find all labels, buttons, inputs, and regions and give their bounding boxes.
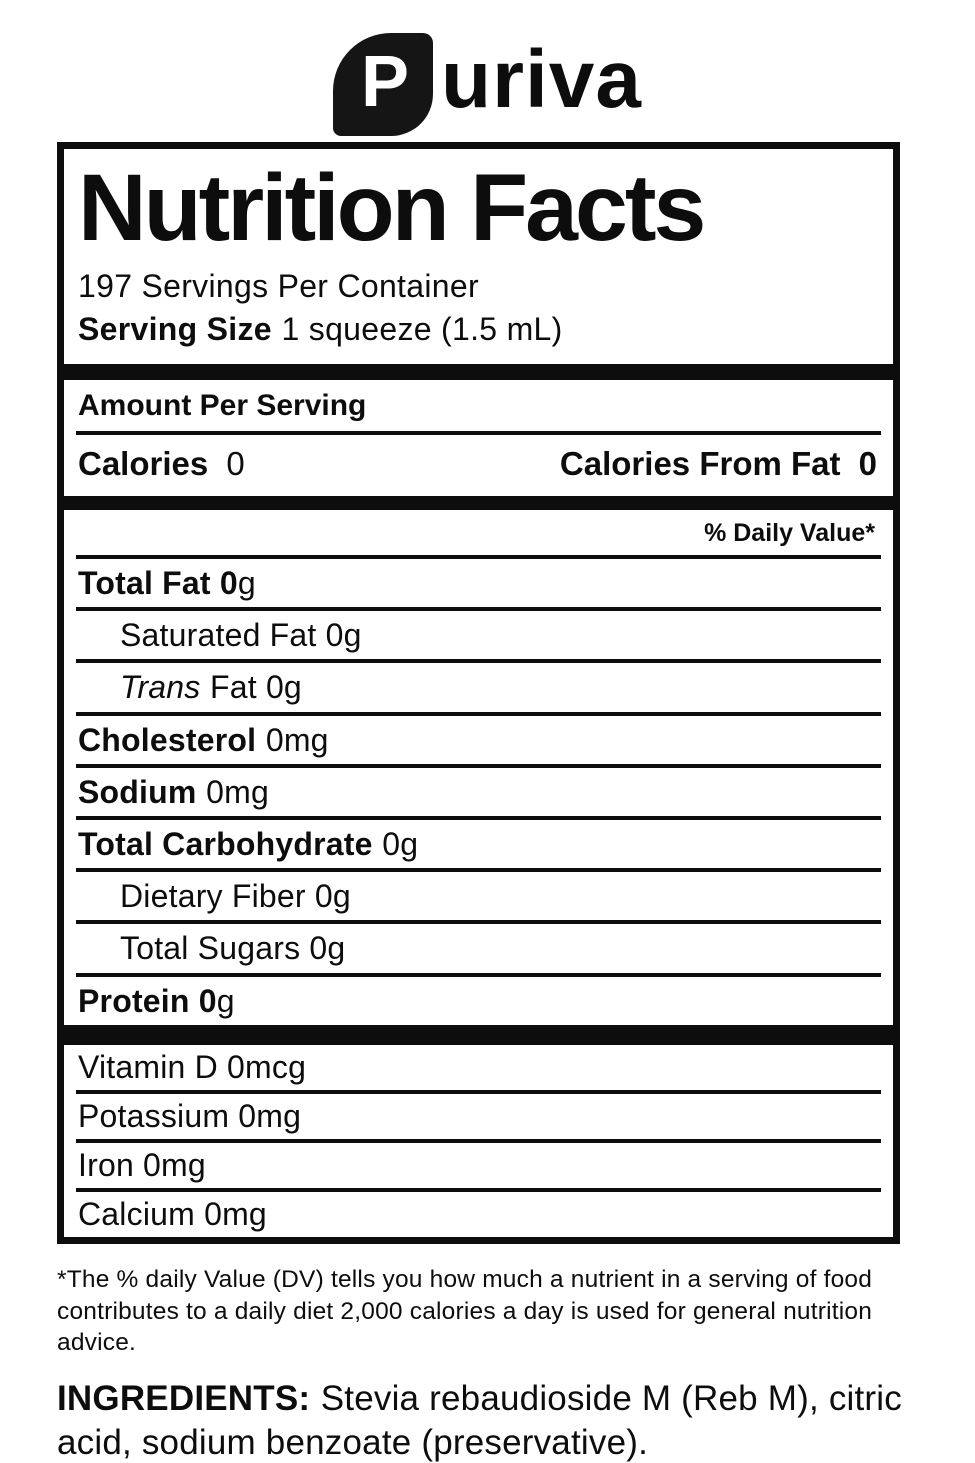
calories-label: Calories <box>78 445 209 482</box>
nutrient-row-trans-fat <box>64 663 893 711</box>
nutrient-row-total-sugars <box>64 924 893 972</box>
logo-letter: P <box>360 42 410 122</box>
nutrient-unit: g <box>216 982 235 1019</box>
nutrient-row-dietary-fiber <box>64 872 893 920</box>
nutrient-label: Saturated Fat 0g <box>120 617 362 654</box>
micronutrient-row-calcium: Calcium 0mg <box>78 1196 267 1233</box>
nutrient-label: Fat 0g <box>210 669 302 706</box>
serving-size-value: 1 squeeze (1.5 mL) <box>281 311 563 347</box>
thick-divider-calories <box>64 496 893 510</box>
nutrient-label: Dietary Fiber 0g <box>120 878 351 915</box>
serving-size-label: Serving Size <box>78 311 272 347</box>
nutrient-row-sodium <box>64 768 893 816</box>
nutrient-row-protein <box>64 977 893 1025</box>
servings-per-container: 197 Servings Per Container <box>78 268 479 304</box>
calories-from-fat-label: Calories From Fat <box>559 445 841 482</box>
ingredients-label: INGREDIENTS: <box>57 1378 311 1418</box>
puriva-leaf-p-icon <box>333 33 433 136</box>
nutrition-facts-title: Nutrition Facts <box>78 155 704 261</box>
nutrient-label: Sodium <box>78 773 197 810</box>
nutrient-value: 0g <box>382 825 419 862</box>
micronutrient-row-potassium: Potassium 0mg <box>78 1097 302 1134</box>
serving-size-line <box>64 305 893 364</box>
thick-divider-bottom <box>64 1025 893 1045</box>
calories-from-fat-value: 0 <box>858 445 877 482</box>
nutrient-label-italic: Trans <box>120 669 201 706</box>
calories-from-fat <box>560 445 877 483</box>
nutrient-row-total-fat <box>64 559 893 607</box>
nutrient-label: Cholesterol <box>78 721 257 758</box>
nutrient-label: Total Fat 0 <box>78 565 238 601</box>
micronutrient-row-vitamin-d: Vitamin D 0mcg <box>78 1048 307 1085</box>
nutrient-value: 0mg <box>206 773 269 810</box>
micronutrient-row-iron: Iron 0mg <box>78 1147 206 1184</box>
nutrition-facts-panel <box>57 142 900 1244</box>
puriva-logo <box>0 0 975 142</box>
nutrient-row-total-carbohydrate <box>64 820 893 868</box>
daily-value-footnote: *The % daily Value (DV) tells you how much a nutrient in a serving of food contributes to a daily diet 2,000 calories a day is used for general nutrition advice. <box>57 1266 873 1357</box>
ingredients-section <box>57 1377 902 1463</box>
nutrient-row-saturated-fat <box>64 611 893 659</box>
nutrient-row-cholesterol <box>64 716 893 764</box>
nutrient-label: Total Carbohydrate <box>78 825 373 862</box>
nutrient-unit: g <box>237 565 256 601</box>
amount-per-serving-header: Amount Per Serving <box>78 389 367 422</box>
thick-divider-top <box>64 364 893 380</box>
nutrient-label: Protein 0 <box>78 982 217 1019</box>
logo-wordmark: uriva <box>441 34 642 125</box>
daily-value-header: % Daily Value* <box>704 519 875 547</box>
nutrient-value: 0mg <box>265 721 329 758</box>
ingredients-text: Stevia rebaudioside M (Reb M), citric acid, sodium benzoate (preservative). <box>57 1378 902 1462</box>
calories-value: 0 <box>226 445 245 482</box>
nutrient-label: Total Sugars 0g <box>120 930 346 967</box>
calories <box>78 445 245 483</box>
calories-row <box>64 435 893 496</box>
